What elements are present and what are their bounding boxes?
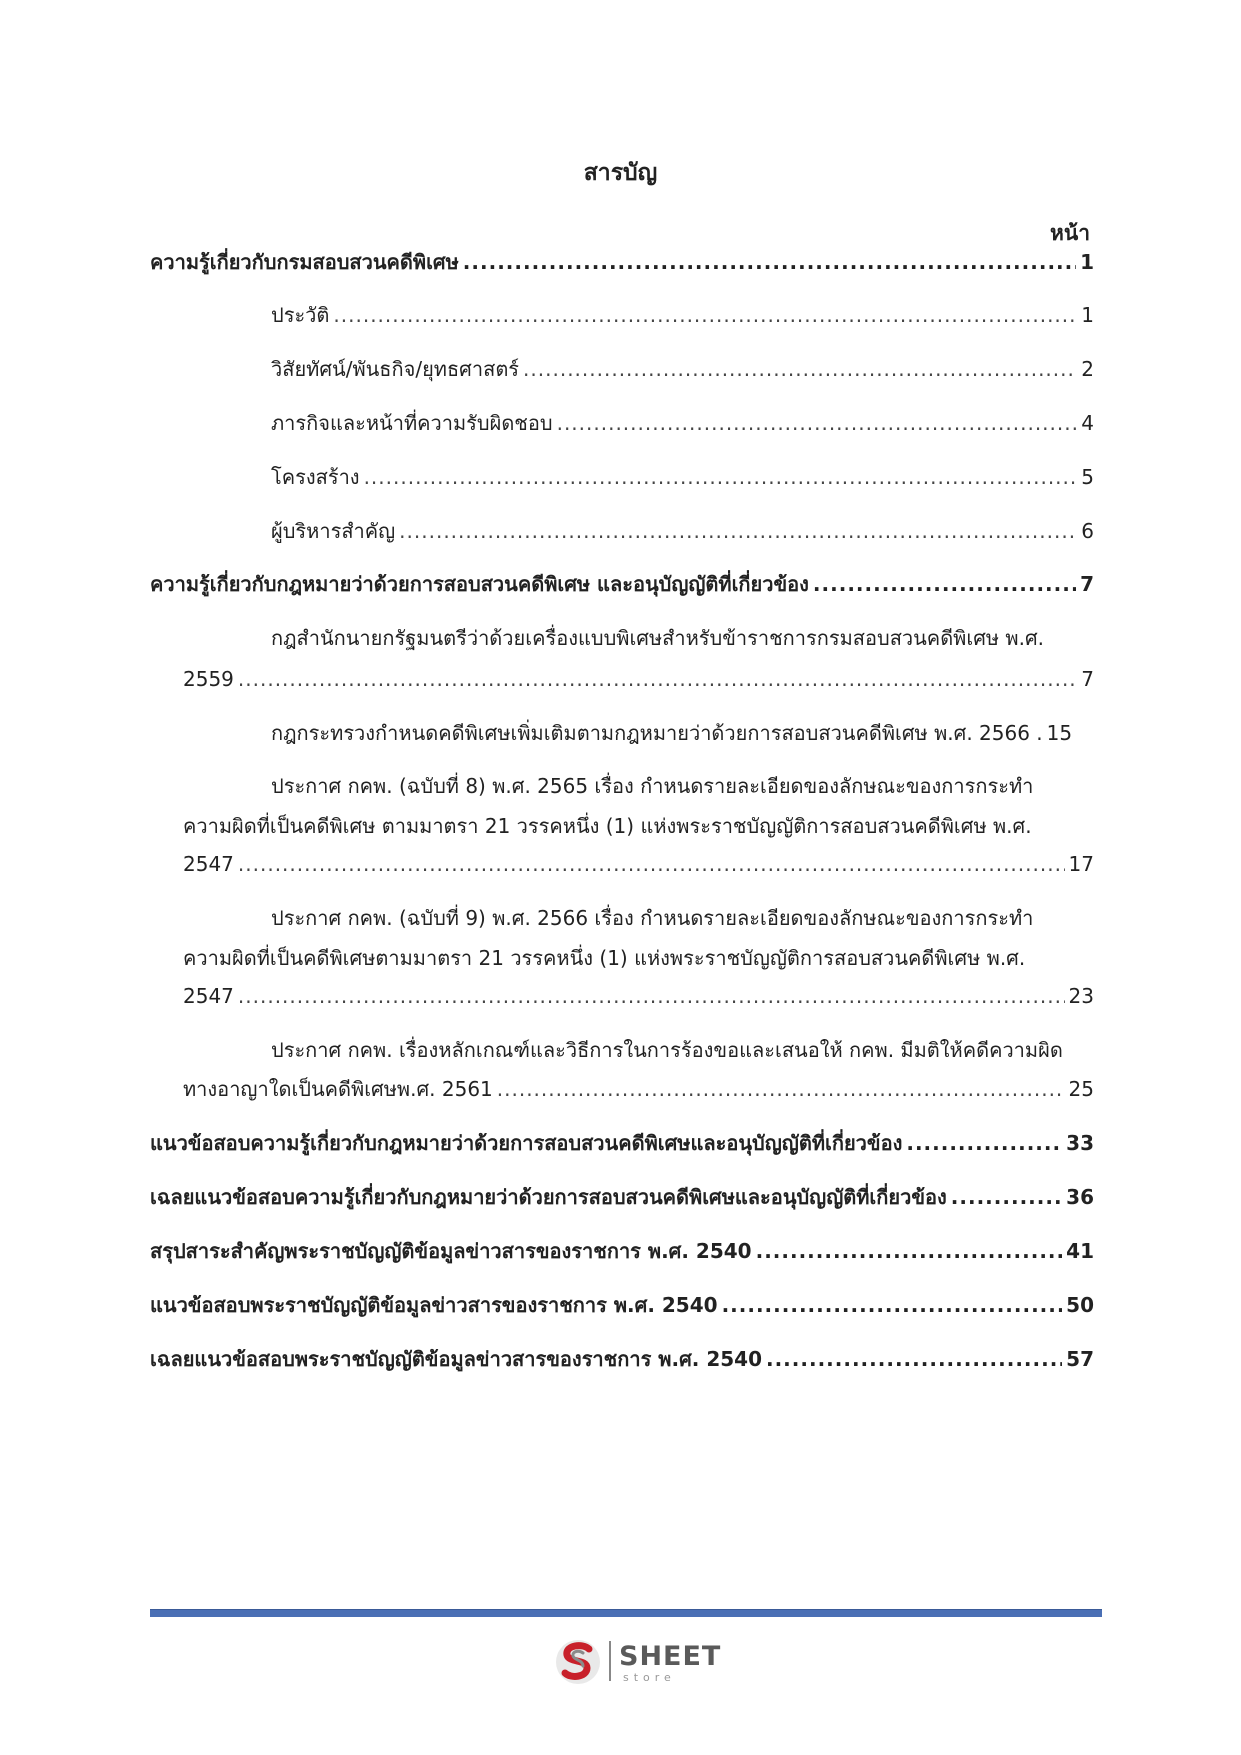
s-logo-icon (553, 1637, 605, 1687)
leader-dots (722, 1292, 1063, 1318)
toc-entry-notice-8 (183, 851, 1094, 877)
toc-page-number: 50 (1066, 1293, 1094, 1317)
toc-entry-section-1 (150, 249, 1094, 275)
toc-entry-text: 2547 (183, 852, 234, 876)
toc-entry-text: แนวข้อสอบความรู้เกี่ยวกับกฎหมายว่าด้วยการสอบสวนคดีพิเศษและอนุบัญญัติที่เกี่ยวข้อง (150, 1131, 903, 1155)
sheet-store-logo (553, 1637, 723, 1687)
toc-page-number: 17 (1068, 852, 1094, 876)
toc-entry-text: ความรู้เกี่ยวกับกรมสอบสวนคดีพิเศษ (150, 250, 459, 274)
toc-entry-notice-8-line1: ประกาศ กคพ. (ฉบับที่ 8) พ.ศ. 2565 เรื่อง กำหนดรายละเอียดของลักษณะของการกระทำ (271, 774, 1034, 798)
toc-entry-text: ความรู้เกี่ยวกับกฎหมายว่าด้วยการสอบสวนคดีพิเศษ และอนุบัญญัติที่เกี่ยวข้อง (150, 572, 809, 596)
toc-entry-text: ภารกิจและหน้าที่ความรับผิดชอบ (271, 411, 553, 435)
toc-entry-text: เฉลยแนวข้อสอบพระราชบัญญัติข้อมูลข่าวสารของราชการ พ.ศ. 2540 (150, 1347, 762, 1371)
toc-entry-duties (271, 410, 1094, 436)
leader-dots (333, 302, 1077, 328)
toc-entry-text: 2559 (183, 667, 234, 691)
toc-page-number: 4 (1081, 411, 1094, 435)
toc-entry-uniform-line1: กฎสำนักนายกรัฐมนตรีว่าด้วยเครื่องแบบพิเศษสำหรับข้าราชการกรมสอบสวนคดีพิเศษ พ.ศ. (271, 626, 1045, 650)
toc-entry-section-3 (150, 1130, 1094, 1156)
logo-subtext: store (623, 1671, 676, 1684)
toc-page-number: 23 (1068, 984, 1094, 1008)
leader-dots (463, 249, 1076, 275)
leader-dots (813, 571, 1076, 597)
toc-page-number: 41 (1066, 1239, 1094, 1263)
leader-dots (756, 1238, 1063, 1264)
toc-entry-history (271, 302, 1094, 328)
toc-entry-executives (271, 518, 1094, 544)
leader-dots (951, 1184, 1062, 1210)
toc-entry-text: สรุปสาระสำคัญพระราชบัญญัติข้อมูลข่าวสารของราชการ พ.ศ. 2540 (150, 1239, 752, 1263)
toc-entry-ministerial-regulation (271, 720, 1094, 746)
toc-page-number: 36 (1066, 1185, 1094, 1209)
toc-page-number: 57 (1066, 1347, 1094, 1371)
toc-entry-uniform (183, 666, 1094, 692)
leader-dots (364, 464, 1078, 490)
toc-entry-text: เฉลยแนวข้อสอบความรู้เกี่ยวกับกฎหมายว่าด้วยการสอบสวนคดีพิเศษและอนุบัญญัติที่เกี่ยวข้อง (150, 1185, 947, 1209)
toc-page-number: 7 (1081, 667, 1094, 691)
toc-page-number: 2 (1081, 357, 1094, 381)
leader-dots (523, 356, 1077, 382)
toc-page-number: 1 (1081, 303, 1094, 327)
toc-entry-section-6 (150, 1292, 1094, 1318)
toc-entry-notice-9-line2: ความผิดที่เป็นคดีพิเศษตามมาตรา 21 วรรคหนึ่ง (1) แห่งพระราชบัญญัติการสอบสวนคดีพิเศษ พ.ศ. (183, 946, 1026, 970)
leader-dots (238, 851, 1065, 877)
toc-entry-text: กฎกระทรวงกำหนดคดีพิเศษเพิ่มเติมตามกฎหมายว่าด้วยการสอบสวนคดีพิเศษ พ.ศ. 2566 . (271, 721, 1043, 745)
footer-rule (150, 1609, 1102, 1617)
toc-entry-structure (271, 464, 1094, 490)
toc-page-number: 1 (1080, 250, 1094, 274)
logo-wordmark: SHEET (619, 1641, 722, 1672)
toc-entry-notice-9-line1: ประกาศ กคพ. (ฉบับที่ 9) พ.ศ. 2566 เรื่อง กำหนดรายละเอียดของลักษณะของการกระทำ (271, 906, 1034, 930)
toc-entry-section-5 (150, 1238, 1094, 1264)
toc-entry-section-4 (150, 1184, 1094, 1210)
leader-dots (557, 410, 1078, 436)
toc-page-number: 25 (1068, 1077, 1094, 1101)
toc-entry-text: 2547 (183, 984, 234, 1008)
toc-entry-text: ทางอาญาใดเป็นคดีพิเศษพ.ศ. 2561 (183, 1077, 493, 1101)
toc-entry-section-7 (150, 1346, 1094, 1372)
leader-dots (497, 1076, 1065, 1102)
toc-entry-text: วิสัยทัศน์/พันธกิจ/ยุทธศาสตร์ (271, 357, 520, 381)
toc-entry-notice-criteria (183, 1076, 1094, 1102)
toc-entry-text: ประวัติ (271, 303, 330, 327)
toc-page-number: 6 (1081, 519, 1094, 543)
page-title: สารบัญ (583, 160, 658, 186)
toc-entry-notice-criteria-line1: ประกาศ กคพ. เรื่องหลักเกณฑ์และวิธีการในการร้องขอและเสนอให้ กคพ. มีมติให้คดีความผิด (271, 1038, 1063, 1062)
toc-page-number: 7 (1080, 572, 1094, 596)
page-column-label: หน้า (1050, 221, 1090, 245)
toc-entry-text: แนวข้อสอบพระราชบัญญัติข้อมูลข่าวสารของราชการ พ.ศ. 2540 (150, 1293, 718, 1317)
toc-page-number: 33 (1066, 1131, 1094, 1155)
logo-separator (609, 1641, 611, 1681)
leader-dots (399, 518, 1077, 544)
toc-entry-text: โครงสร้าง (271, 465, 360, 489)
leader-dots (238, 983, 1065, 1009)
toc-entry-text: ผู้บริหารสำคัญ (271, 519, 396, 543)
leader-dots (906, 1130, 1062, 1156)
leader-dots (766, 1346, 1062, 1372)
toc-entry-notice-8-line2: ความผิดที่เป็นคดีพิเศษ ตามมาตรา 21 วรรคหนึ่ง (1) แห่งพระราชบัญญัติการสอบสวนคดีพิเศษ พ.ศ. (183, 814, 1032, 838)
leader-dots (238, 666, 1077, 692)
toc-entry-section-2 (150, 571, 1094, 597)
toc-entry-vision (271, 356, 1094, 382)
toc-page-number: 5 (1081, 465, 1094, 489)
toc-page-number: 15 (1046, 721, 1073, 745)
toc-entry-notice-9 (183, 983, 1094, 1009)
